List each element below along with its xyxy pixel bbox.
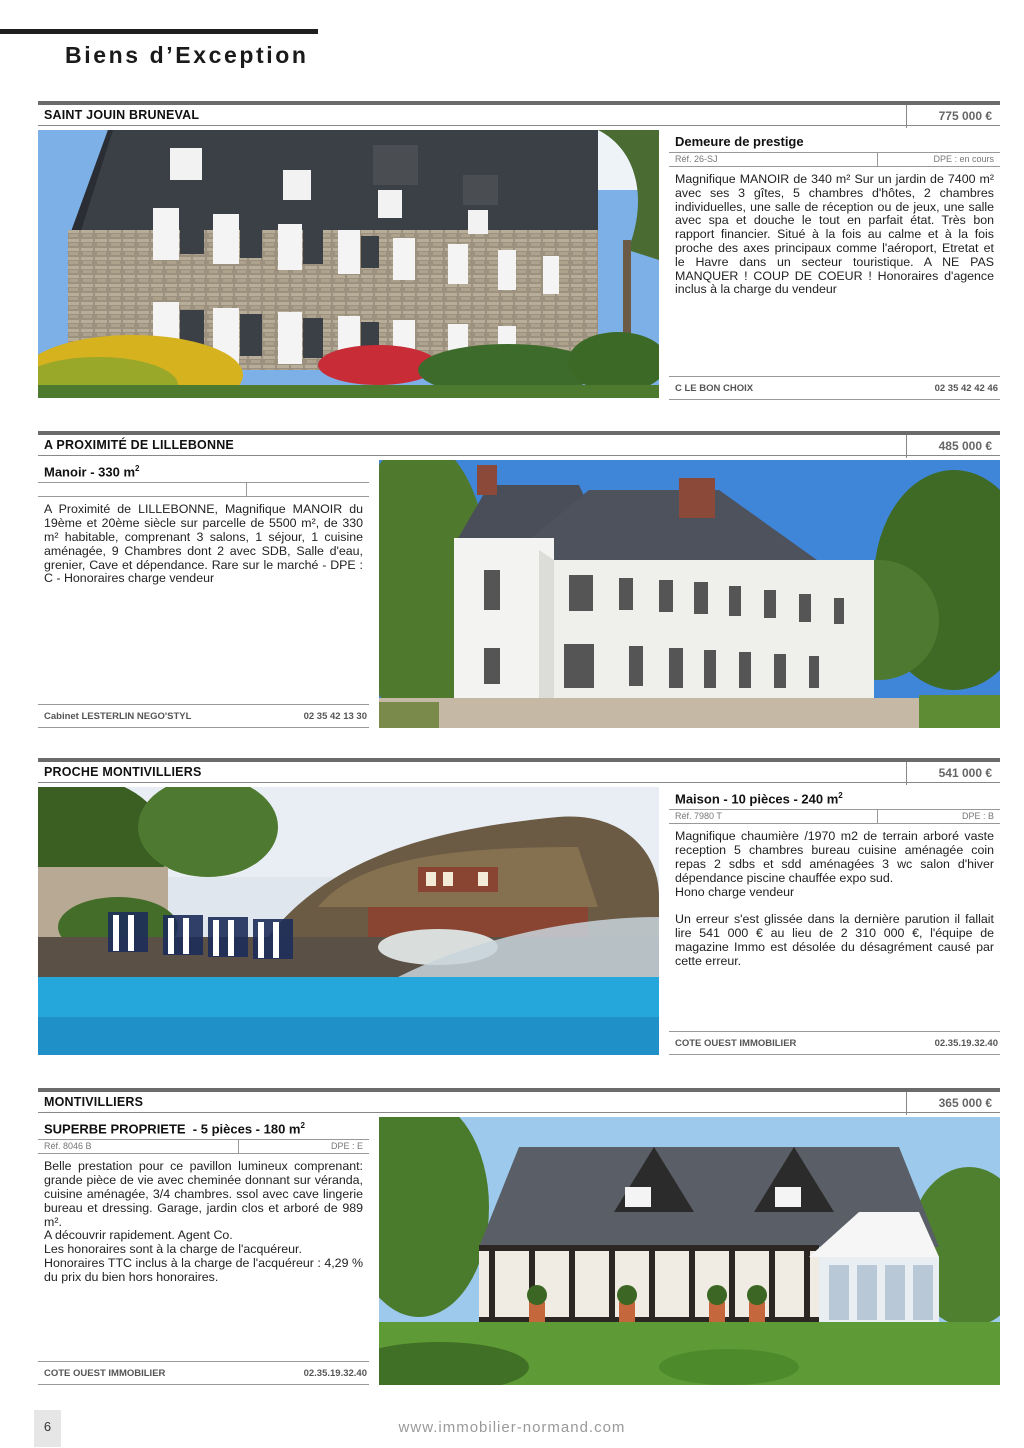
- listing-price: 365 000 €: [906, 1092, 1000, 1115]
- listing-agency: C LE BON CHOIX: [675, 383, 754, 394]
- listing-header: [38, 431, 1000, 456]
- listing-phone: 02 35 42 42 46: [934, 383, 998, 394]
- listing-title: [38, 460, 369, 483]
- listing-header: [38, 1088, 1000, 1113]
- listing-agency: Cabinet LESTERLIN NEGO'STYL: [44, 711, 192, 722]
- listing-info: [38, 460, 369, 728]
- listing-description: Belle prestation pour ce pavillon lumineux comprenant: grande pièce de vie avec cheminée donnant sur véranda, cuisine aménagée, 3/4 chambres. ssol avec cave lingerie bureau et dressing. Garage, jardin clos et arboré de 989 m². A découvrir rapidement. Agent Co. Les honoraires sont à la charge de l'acquéreur. Honoraires TTC inclus à la charge de l'acquéreur : 4,29 % du prix du bien hors honoraires.: [44, 1159, 363, 1284]
- listing-location: A PROXIMITÉ DE LILLEBONNE: [44, 438, 234, 452]
- listing-phone: 02.35.19.32.40: [934, 1038, 998, 1049]
- listing-title-text: SUPERBE PROPRIETE - 5 pièces - 180 m: [44, 1121, 301, 1137]
- listing-saint-jouin: [38, 101, 1000, 401]
- listing-description: Magnifique chaumière /1970 m2 de terrain arboré vaste reception 5 chambres bureau cuisine aménagée coin repas 2 sdbs et sdd aménagées 3 wc salon d'hiver dépendance piscine chauffée expo sud. Hono charge vendeur: [675, 829, 994, 899]
- listing-price: 775 000 €: [906, 105, 1000, 128]
- stone-manor-photo: [38, 130, 659, 398]
- website-url: www.immobilier-normand.com: [398, 1419, 626, 1436]
- listing-lillebonne: [38, 431, 1000, 731]
- listing-dpe: DPE : B: [961, 811, 994, 822]
- listing-dpe: DPE : en cours: [933, 154, 994, 164]
- ref-row: [38, 483, 369, 497]
- listing-dpe: DPE : E: [330, 1141, 363, 1152]
- listing-title-text: Manoir - 330 m: [44, 464, 136, 480]
- ref-divider: [246, 483, 247, 496]
- ref-row: [669, 810, 1000, 824]
- listing-correction-note: Un erreur s'est glissée dans la dernière parution il fallait lire 541 000 € au lieu de 2 310 000 €, l'équipe de magazine Immo est désolée du désagrément causé par cette erreur.: [675, 912, 994, 968]
- listing-header: [38, 101, 1000, 126]
- listing-title-text: Maison - 10 pièces - 240 m: [675, 791, 839, 807]
- half-timbered-house-photo: [379, 1117, 1000, 1385]
- white-manor-photo: [379, 460, 1000, 728]
- thatched-house-pool-photo: [38, 787, 659, 1055]
- listing-location: PROCHE MONTIVILLIERS: [44, 765, 202, 779]
- top-rule: [0, 29, 318, 34]
- listing-info: [669, 787, 1000, 1055]
- listing-title-sup: 2: [838, 791, 843, 800]
- listing-price: 541 000 €: [906, 762, 1000, 785]
- ref-row: [669, 153, 1000, 167]
- page-title: Biens d’Exception: [65, 42, 309, 68]
- listing-footer: [38, 704, 369, 728]
- listing-ref: Réf. 8046 B: [44, 1141, 92, 1152]
- listing-phone: 02.35.19.32.40: [303, 1368, 367, 1379]
- listing-title: Demeure de prestige: [669, 130, 1000, 153]
- listing-title: [38, 1117, 369, 1140]
- listing-agency: COTE OUEST IMMOBILIER: [44, 1368, 166, 1379]
- listing-location: MONTIVILLIERS: [44, 1095, 144, 1109]
- page-number: 6: [43, 1419, 52, 1434]
- listing-info: [38, 1117, 369, 1385]
- listing-ref: Réf. 26-SJ: [675, 154, 718, 164]
- listing-footer: [669, 1031, 1000, 1055]
- listing-description: A Proximité de LILLEBONNE, Magnifique MANOIR du 19ème et 20ème siècle sur parcelle de 5500 m², de 330 m² habitable, comprenant 3 salons, 1 séjour, 1 cuisine aménagée, 9 Chambres dont 2 avec SDB, Salle d'eau, grenier, Cave et dépendance. Rare sur le marché - DPE : C - Honoraires charge vendeur: [44, 502, 363, 586]
- ref-divider: [877, 153, 878, 166]
- listing-price: 485 000 €: [906, 435, 1000, 458]
- listing-ref: Réf. 7980 T: [675, 811, 722, 822]
- listing-footer: [38, 1361, 369, 1385]
- listing-montivilliers: [38, 1088, 1000, 1388]
- listing-description-block: [669, 824, 1000, 968]
- listing-title-sup: 2: [300, 1121, 305, 1130]
- ref-divider: [238, 1140, 239, 1153]
- listing-location: SAINT JOUIN BRUNEVAL: [44, 108, 200, 122]
- listing-montivilliers-proche: [38, 758, 1000, 1058]
- listing-title-sup: 2: [135, 464, 140, 473]
- listing-info: [669, 130, 1000, 400]
- listing-header: [38, 758, 1000, 783]
- listing-phone: 02 35 42 13 30: [303, 711, 367, 722]
- listing-footer: [669, 376, 1000, 400]
- ref-divider: [877, 810, 878, 823]
- listing-title: [669, 787, 1000, 810]
- ref-row: [38, 1140, 369, 1154]
- listing-description: Magnifique MANOIR de 340 m² Sur un jardin de 7400 m² avec ses 3 gîtes, 5 chambres d'hôtes, 2 chambres individuelles, une salle de réception ou de jeux, une salle avec spa et douche le tout en parfait état. Très bon rapport financier. Situé à la fois au calme et à la fois proche des axes principaux comme l'aéroport, Etretat et le Havre dans un secteur touristique. A NE PAS MANQUER ! COUP DE COEUR ! Honoraires d'agence inclus à la charge du vendeur: [675, 172, 994, 297]
- listing-agency: COTE OUEST IMMOBILIER: [675, 1038, 797, 1049]
